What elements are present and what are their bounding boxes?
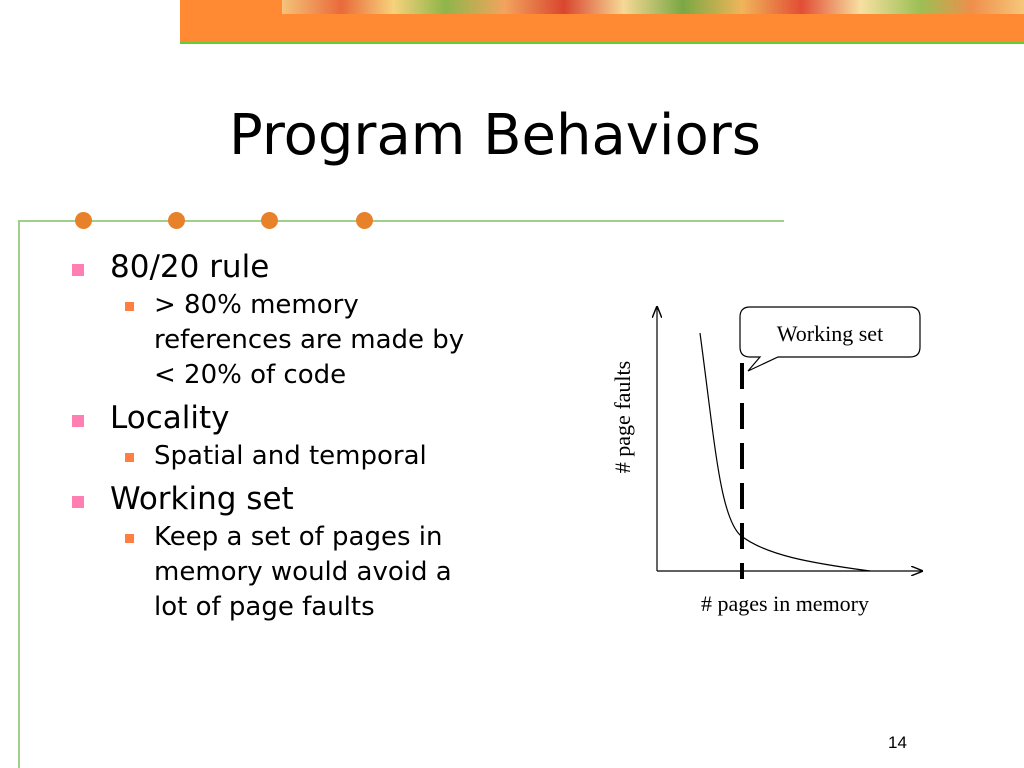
- bullet-text: Locality: [110, 400, 230, 436]
- divider-dot: [261, 212, 278, 229]
- bullet-item: [72, 248, 572, 286]
- bullet-text: 80/20 rule: [110, 249, 270, 285]
- bullet-square-icon: [72, 264, 84, 276]
- y-axis-label: # page faults: [610, 360, 635, 474]
- bullet-square-icon: [72, 496, 84, 508]
- bullet-text: Working set: [110, 481, 294, 517]
- bullet-item: [72, 399, 572, 437]
- page-fault-curve: [700, 333, 870, 571]
- sub-bullet-item: [72, 288, 484, 393]
- bullet-square-icon: [72, 415, 84, 427]
- divider-dot: [75, 212, 92, 229]
- sub-bullet-item: [72, 439, 484, 474]
- left-border-line: [18, 220, 20, 768]
- banner-flower-image: [282, 0, 1024, 14]
- sub-bullet-text: Spatial and temporal: [154, 441, 427, 471]
- sub-bullet-text: > 80% memory references are made by < 20% of code: [154, 290, 465, 390]
- sub-bullet-item: [72, 520, 484, 625]
- bullet-list: [72, 244, 572, 631]
- banner-orange-strip: [180, 14, 1024, 42]
- sub-bullet-square-icon: [125, 534, 134, 543]
- callout-label: Working set: [776, 321, 884, 346]
- x-axis-label: # pages in memory: [700, 591, 870, 616]
- banner-orange-corner: [180, 0, 282, 14]
- title-divider: [18, 220, 784, 222]
- sub-bullet-square-icon: [125, 453, 134, 462]
- page-number: 14: [888, 733, 907, 752]
- working-set-diagram: [600, 295, 940, 625]
- sub-bullet-text: Keep a set of pages in memory would avoid a lot of page faults: [154, 522, 452, 622]
- sub-bullet-square-icon: [125, 302, 134, 311]
- divider-dot: [356, 212, 373, 229]
- divider-dot: [168, 212, 185, 229]
- slide-title: Program Behaviors: [229, 103, 761, 168]
- bullet-item: [72, 480, 572, 518]
